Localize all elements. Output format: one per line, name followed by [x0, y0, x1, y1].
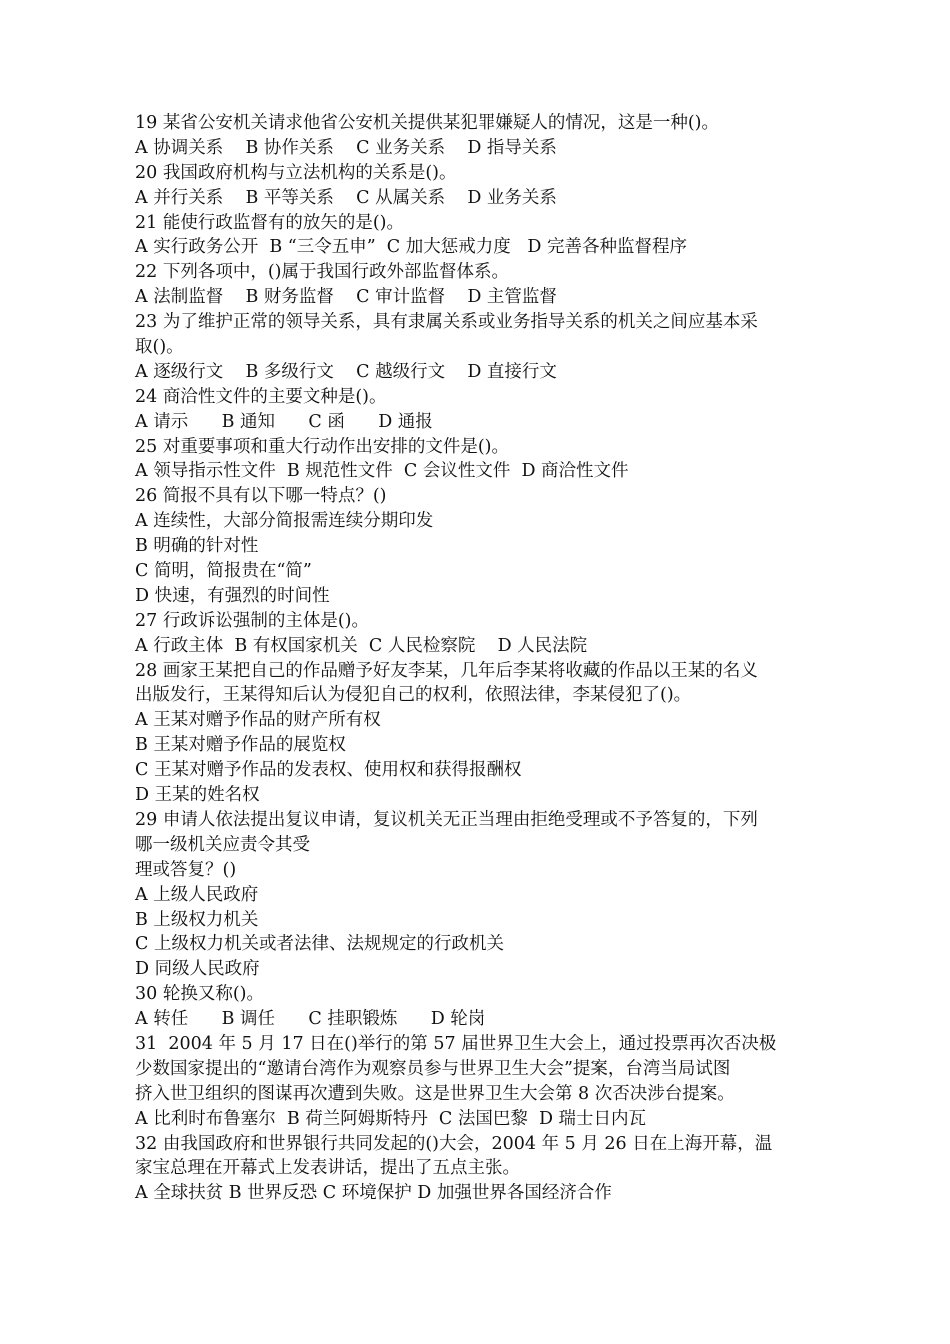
text-line: 哪一级机关应责令其受 — [135, 834, 310, 855]
text-line: A 法制监督 B 财务监督 C 审计监督 D 主管监督 — [135, 287, 557, 308]
text-line: 31 2004 年 5 月 17 日在()举行的第 57 届世界卫生大会上，通过投票再次否决极 — [135, 1033, 777, 1054]
text-line: C 上级权力机关或者法律、法规规定的行政机关 — [135, 934, 504, 955]
text-line: 21 能使行政监督有的放矢的是()。 — [135, 212, 404, 233]
text-line: 24 商洽性文件的主要文种是()。 — [135, 386, 387, 407]
text-line: C 王某对赠予作品的发表权、使用权和获得报酬权 — [135, 760, 522, 781]
text-line: 29 申请人依法提出复议申请，复议机关无正当理由拒绝受理或不予答复的，下列 — [135, 809, 758, 830]
text-line: 27 行政诉讼强制的主体是()。 — [135, 610, 369, 631]
text-line: 少数国家提出的“邀请台湾作为观察员参与世界卫生大会”提案，台湾当局试图 — [135, 1058, 731, 1079]
text-line: 26 简报不具有以下哪一特点？() — [135, 486, 387, 507]
text-line: 挤入世卫组织的图谋再次遭到失败。这是世界卫生大会第 8 次否决涉台提案。 — [135, 1083, 735, 1104]
text-line: B 王某对赠予作品的展览权 — [135, 735, 346, 756]
text-line: A 协调关系 B 协作关系 C 业务关系 D 指导关系 — [135, 137, 557, 158]
text-line: A 并行关系 B 平等关系 C 从属关系 D 业务关系 — [135, 187, 557, 208]
text-line: A 王某对赠予作品的财产所有权 — [135, 710, 381, 731]
text-line: A 比利时布鲁塞尔 B 荷兰阿姆斯特丹 C 法国巴黎 D 瑞士日内瓦 — [135, 1108, 647, 1129]
text-line: 23 为了维护正常的领导关系，具有隶属关系或业务指导关系的机关之间应基本采 — [135, 312, 758, 333]
text-line: 出版发行，王某得知后认为侵犯自己的权利，依照法律，李某侵犯了()。 — [135, 685, 692, 706]
text-line: 理或答复？() — [135, 859, 237, 880]
text-line: A 逐级行文 B 多级行文 C 越级行文 D 直接行文 — [135, 361, 557, 382]
text-line: A 领导指示性文件 B 规范性文件 C 会议性文件 D 商洽性文件 — [135, 461, 629, 482]
text-line: B 上级权力机关 — [135, 909, 259, 930]
text-line: 30 轮换又称()。 — [135, 984, 264, 1005]
text-line: D 同级人民政府 — [135, 959, 260, 980]
text-line: A 行政主体 B 有权国家机关 C 人民检察院 D 人民法院 — [135, 635, 588, 656]
text-line: 家宝总理在开幕式上发表讲话，提出了五点主张。 — [135, 1158, 520, 1179]
text-line: D 王某的姓名权 — [135, 785, 260, 806]
text-line: 取()。 — [135, 337, 184, 358]
text-line: A 连续性，大部分简报需连续分期印发 — [135, 511, 434, 532]
text-line: A 转任 B 调任 C 挂职锻炼 D 轮岗 — [135, 1009, 486, 1030]
text-line: 20 我国政府机构与立法机构的关系是()。 — [135, 162, 457, 183]
document-body — [135, 111, 835, 1206]
text-line: A 实行政务公开 B “三令五申” C 加大惩戒力度 D 完善各种监督程序 — [135, 237, 688, 258]
text-line: A 全球扶贫 B 世界反恐 C 环境保护 D 加强世界各国经济合作 — [135, 1183, 612, 1204]
text-line: D 快速，有强烈的时间性 — [135, 585, 330, 606]
text-line: 19 某省公安机关请求他省公安机关提供某犯罪嫌疑人的情况，这是一种()。 — [135, 113, 719, 133]
text-line: 22 下列各项中，()属于我国行政外部监督体系。 — [135, 262, 509, 283]
text-line: 32 由我国政府和世界银行共同发起的()大会，2004 年 5 月 26 日在上海开幕，温 — [135, 1133, 773, 1154]
text-line: A 请示 B 通知 C 函 D 通报 — [135, 411, 433, 432]
text-line: 25 对重要事项和重大行动作出安排的文件是()。 — [135, 436, 509, 457]
text-line: 28 画家王某把自己的作品赠予好友李某，几年后李某将收藏的作品以王某的名义 — [135, 660, 758, 681]
text-line: A 上级人民政府 — [135, 884, 259, 905]
text-line: C 简明，简报贵在“简” — [135, 561, 312, 582]
text-line: B 明确的针对性 — [135, 536, 259, 557]
